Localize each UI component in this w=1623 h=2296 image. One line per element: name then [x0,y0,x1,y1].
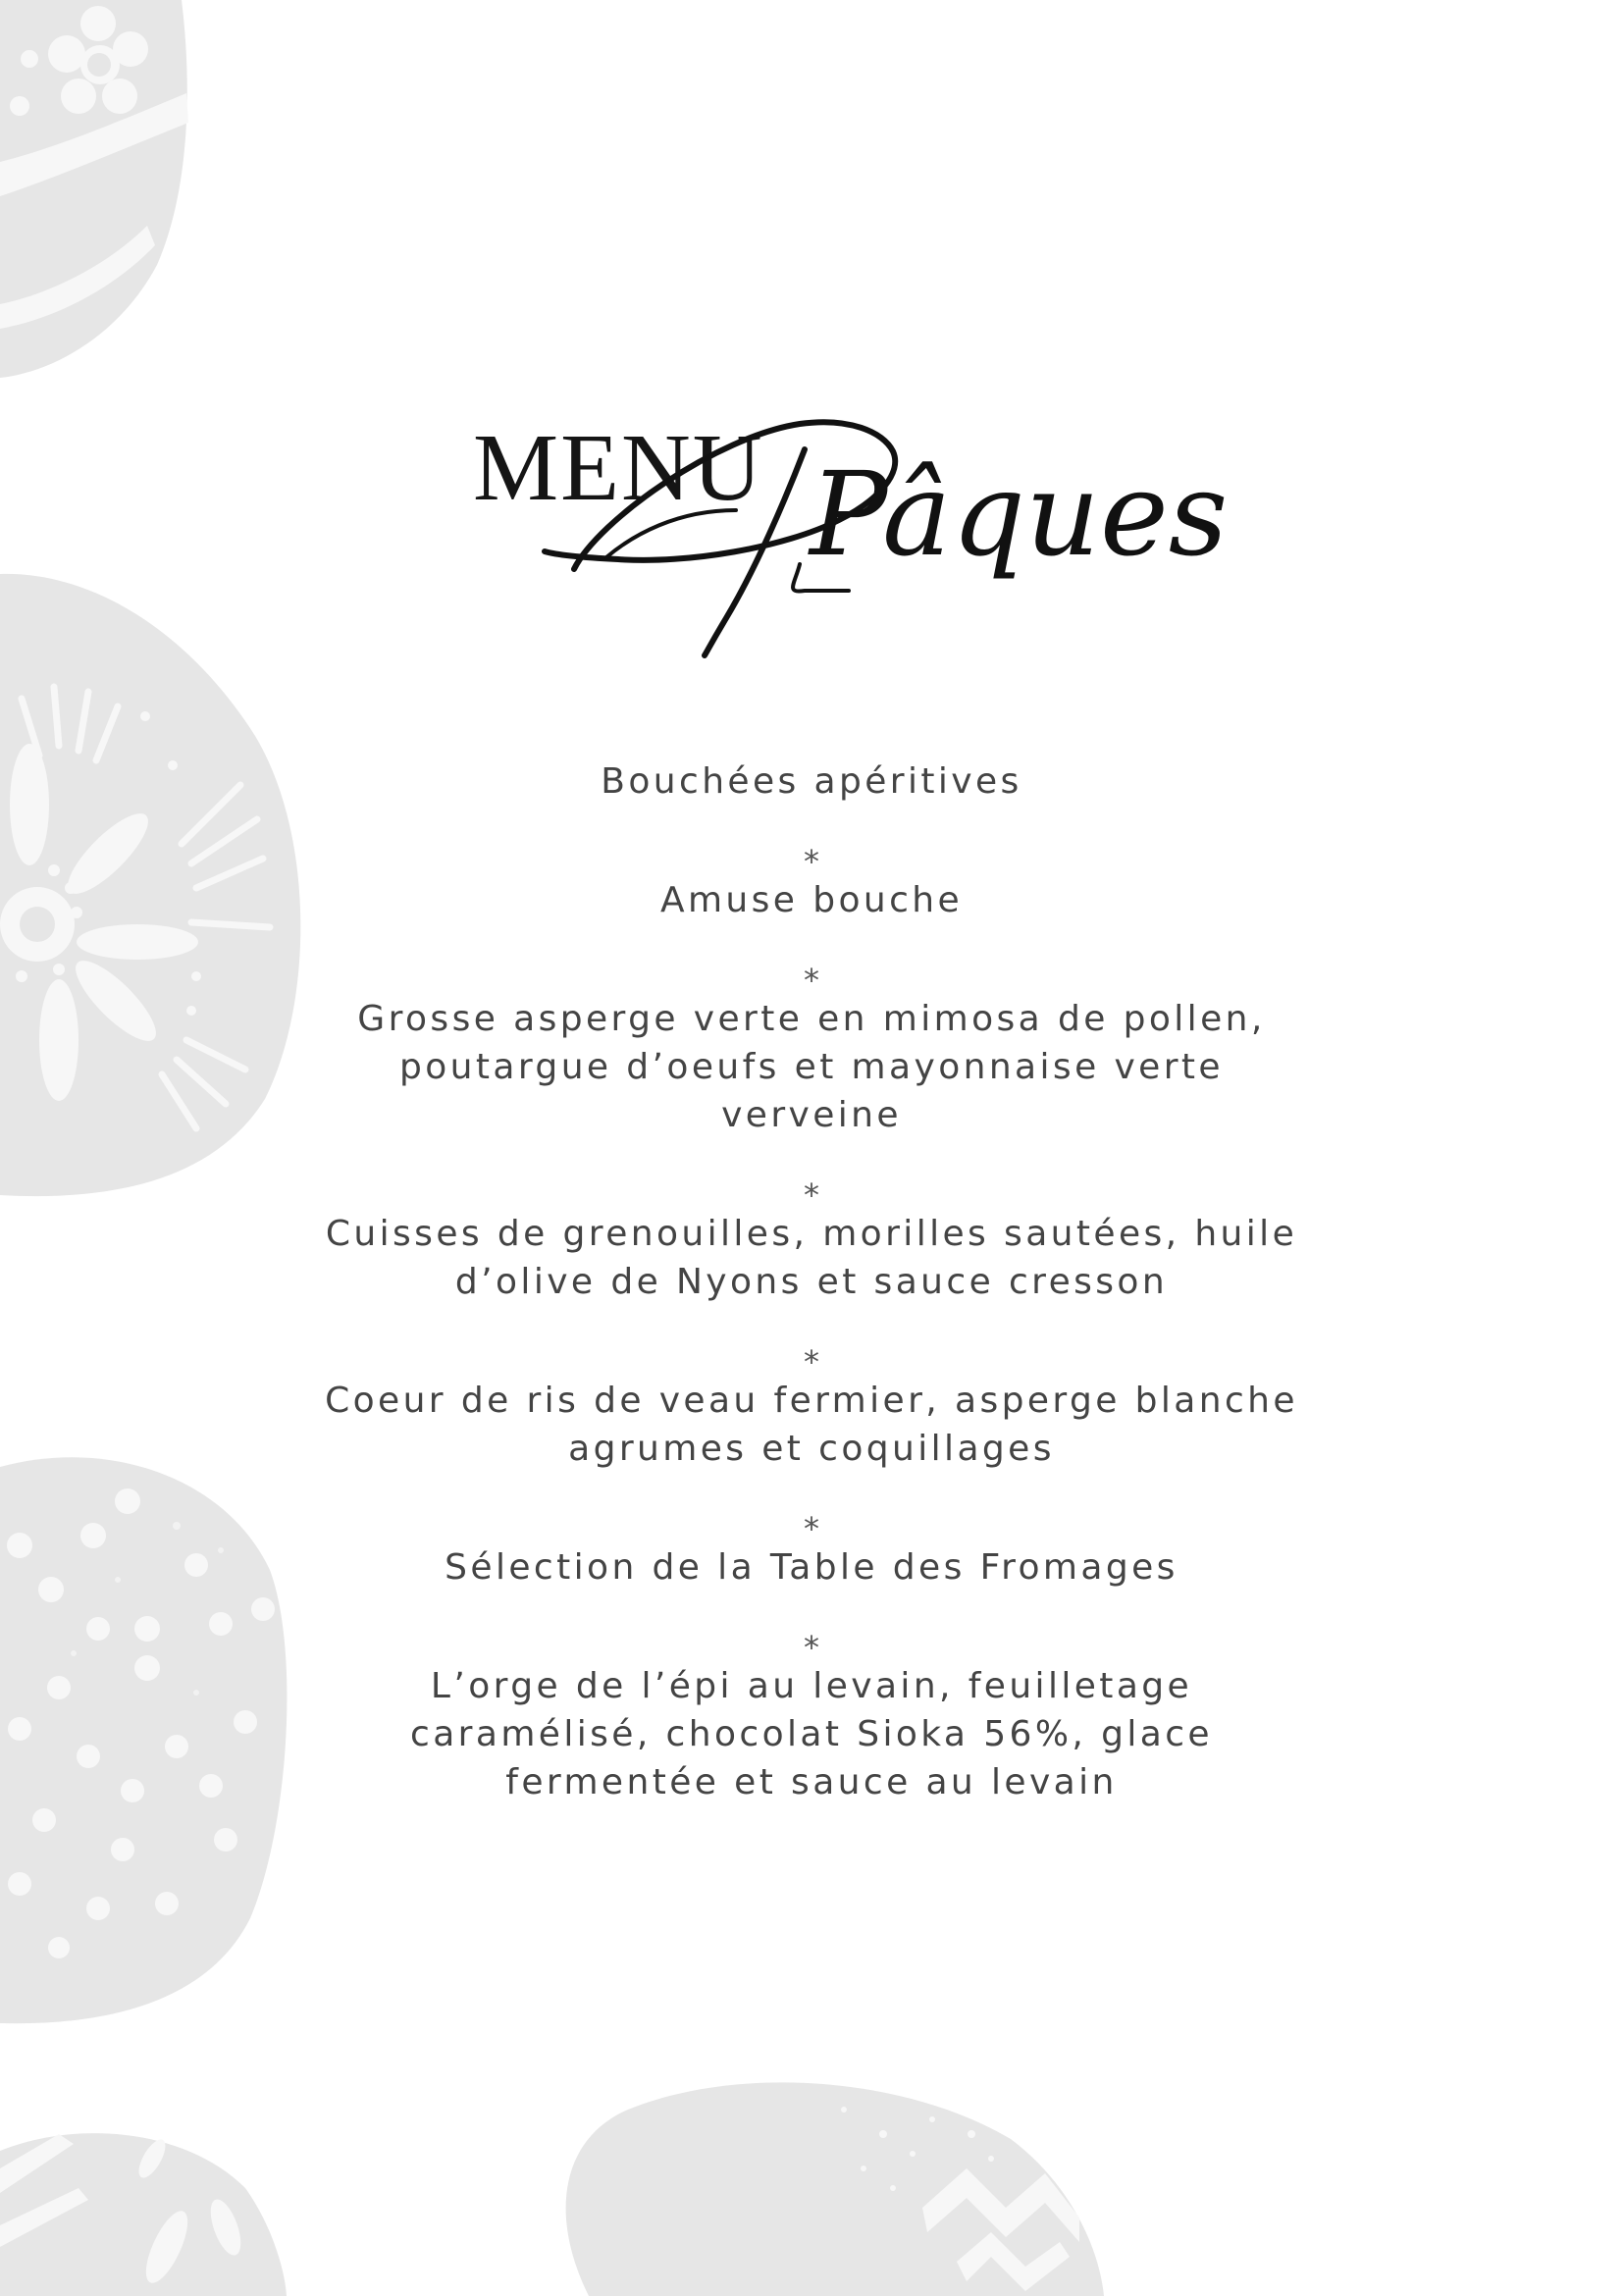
course-amuse-bouche: Amuse bouche [659,880,964,920]
easter-egg-flower-icon [0,0,188,378]
course-sweetbread: Coeur de ris de veau fermier, asperge blanche agrumes et coquillages [325,1381,1298,1469]
title-script-text: Pâques [810,446,1229,582]
course-dessert: L’orge de l’épi au levain, feuilletage caramélisé, chocolat Sioka 56%, glace fermentée et sauce au levain [410,1666,1213,1802]
course-separator: * [804,1176,819,1214]
course-separator: * [804,843,819,880]
course-separator: * [804,962,819,999]
course-cheese: Sélection de la Table des Fromages [445,1547,1178,1588]
easter-egg-floral-icon [0,574,300,1196]
course-separator: * [804,1343,819,1381]
course-frog-legs: Cuisses de grenouilles, morilles sautées, huile d’olive de Nyons et sauce cresson [325,1214,1298,1302]
easter-egg-dots-icon [0,1457,287,2023]
title-menu-word: MENU [473,415,764,521]
course-separator: * [804,1510,819,1547]
menu-title [461,363,1229,667]
menu-courses-list [321,757,1302,1806]
course-separator: * [804,1629,819,1666]
title-script-paques [461,363,1229,667]
easter-egg-leaf-icon [0,2133,287,2296]
course-asparagus: Grosse asperge verte en mimosa de pollen, poutargue d’oeufs et mayonnaise verte verveine [357,999,1266,1135]
course-aperitif: Bouchées apéritives [601,761,1022,802]
easter-egg-zigzag-icon [566,2082,1104,2296]
